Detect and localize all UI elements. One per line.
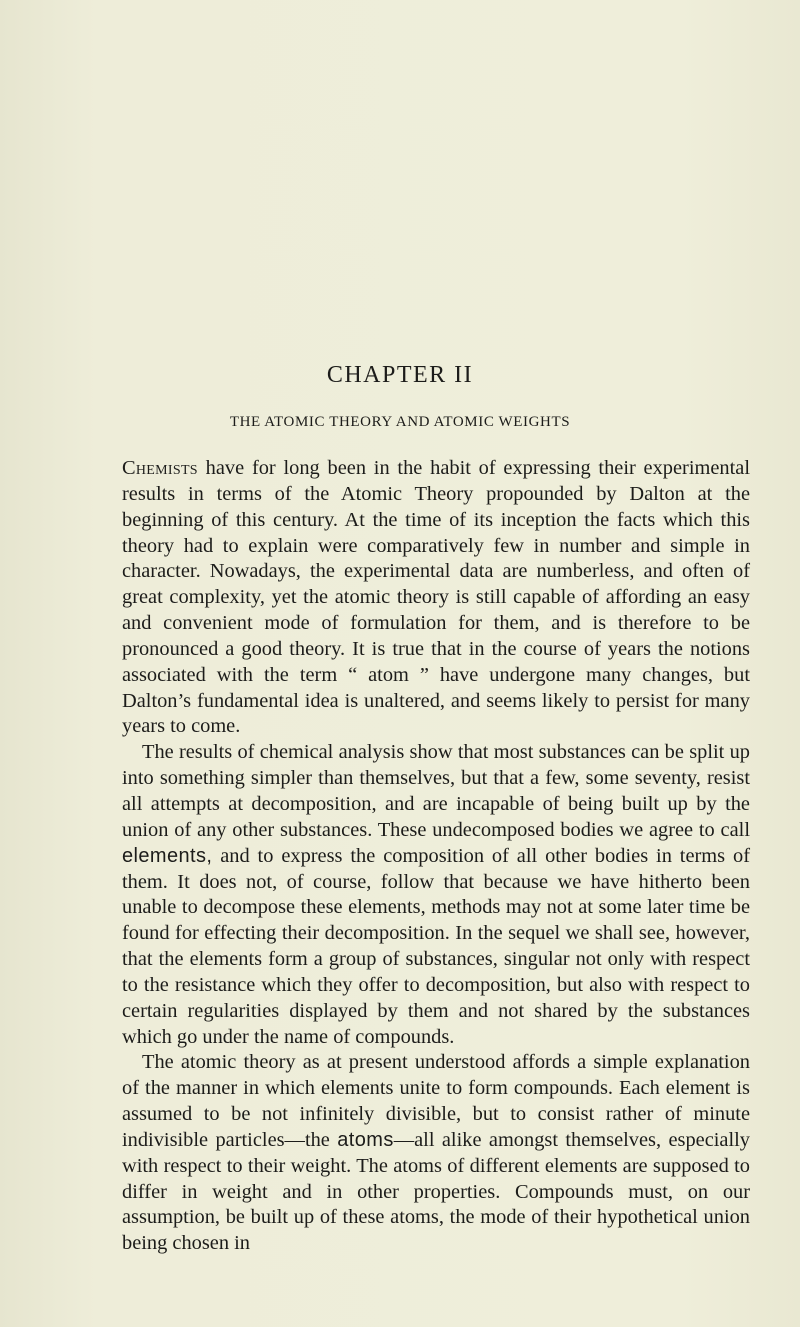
emphasized-term-atoms: atoms [337,1128,394,1151]
paragraph-1 [122,456,750,740]
paragraph-text: The results of chemical analysis show that most substances can be split up into something simpler than themselves, but that a few, some seventy, resist all attempts at decomposition, and are incapable of being built up by the union of any other substances. These undecomposed bodies we agree to call [122,741,750,841]
chapter-subtitle: THE ATOMIC THEORY AND ATOMIC WEIGHTS [229,414,571,430]
paragraph-text: The atomic theory as at present understood affords a simple explanation of the manner in which elements unite to form compounds. Each element is assumed to be not infinitely divisible, but to consist rather of minute indivisible particles—the [122,1051,750,1151]
paragraph-lead-word: Chemists [122,457,198,479]
paragraph-text: have for long been in the habit of expressing their experimental results in terms of the Atomic Theory propounded by Dalton at the beginning of this century. At the time of its inception the facts which this theory had to explain were comparatively few in number and simple in character. Nowadays, the experimental data are numberless, and often of great complexity, yet the atomic theory is still capable of affording an easy and convenient mode of formulation for them, and is therefore to be pronounced a good theory. It is true that in the course of years the notions associated with the term “ atom ” have undergone many changes, but Dalton’s fundamental idea is unaltered, and seems likely to persist for many years to come. [122,457,750,738]
chapter-body [122,456,750,1257]
paragraph-2 [122,740,750,1050]
paragraph-text: —all alike amongst themselves, especially with respect to their weight. The atoms of different elements are supposed to differ in weight and in other properties. Compounds must, on our assumption, be built up of these atoms, the mode of their hypothetical union being chosen in [122,1128,750,1255]
chapter-title: CHAPTER II [326,362,474,388]
emphasized-term-elements: elements, [122,844,213,867]
paragraph-text: and to express the composition of all other bodies in terms of them. It does not, of course, follow that because we have hitherto been unable to decompose these elements, methods may not at some later time be found for effecting their decomposition. In the sequel we shall see, however, that the elements form a group of substances, singular not only with respect to the resistance which they offer to decomposition, but also with respect to certain regularities displayed by them and not shared by the substances which go under the name of compounds. [122,844,750,1048]
paragraph-3 [122,1050,750,1257]
